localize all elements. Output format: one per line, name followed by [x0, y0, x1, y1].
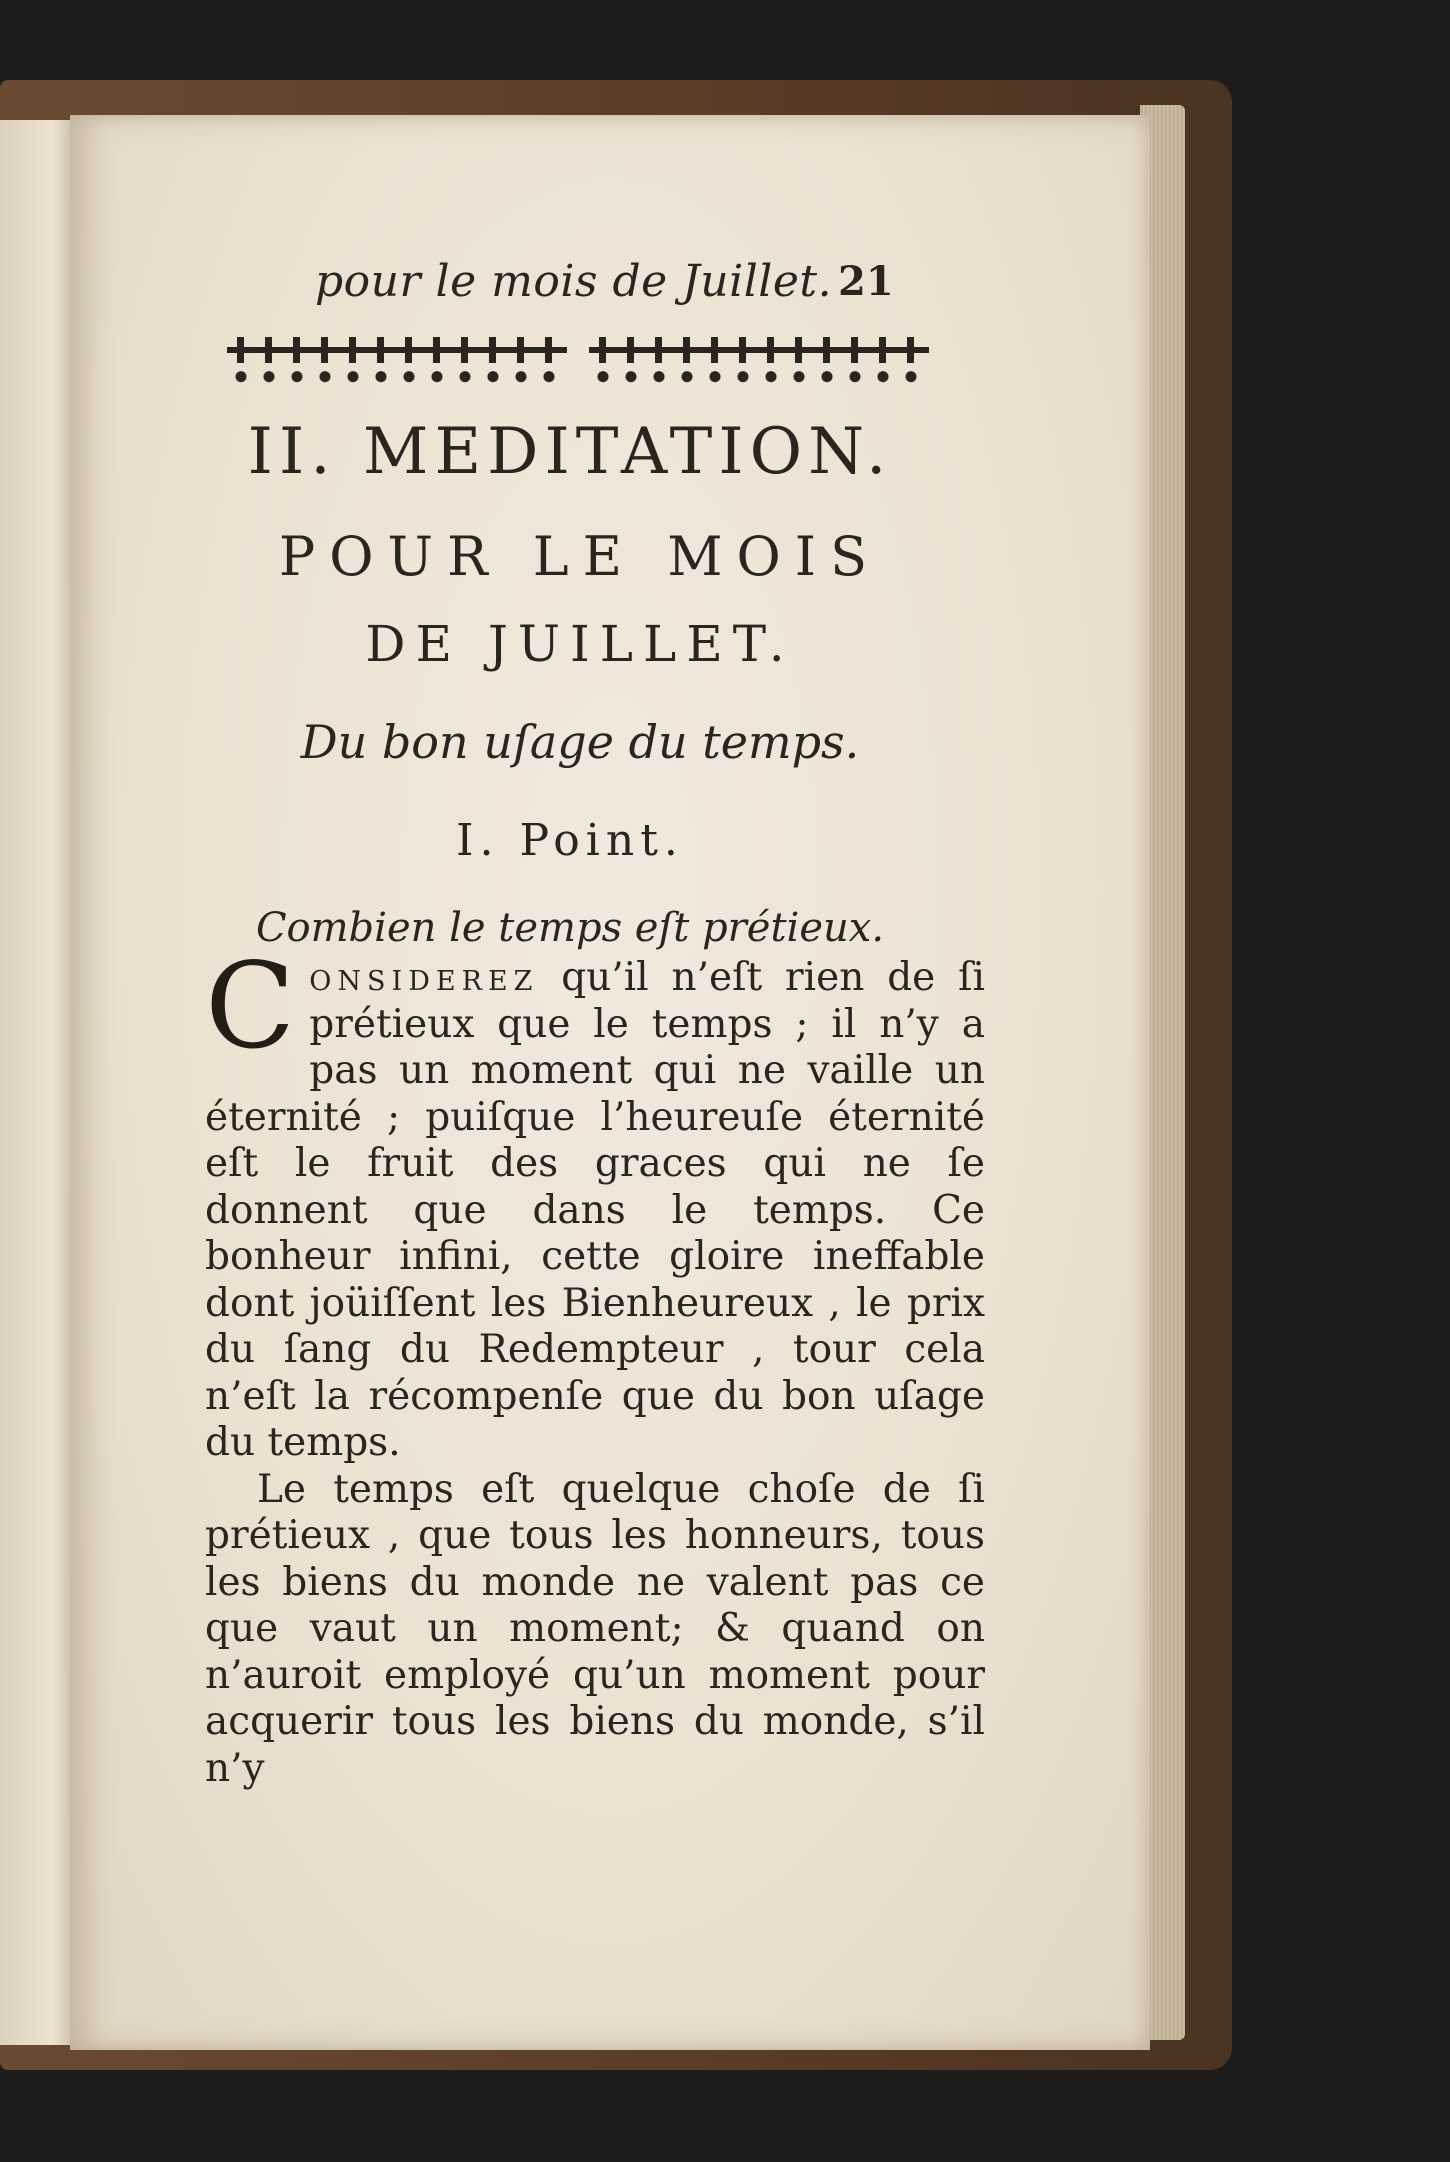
ornament-right [589, 333, 929, 389]
ornament-band [190, 333, 965, 393]
point-title: Combien le temps eſt prétieux. [255, 905, 885, 951]
opening-word: onsiderez [309, 955, 539, 1000]
drop-cap: C [205, 937, 296, 1075]
book-page [70, 115, 1150, 2050]
heading-line-2: POUR LE MOIS [278, 525, 882, 588]
paragraph-1-text: qu’il n’eſt rien de ſi prétieux que le temps ; il n’y a pas un moment qui ne vaille un éternité ; puiſque l’heureuſe éternité eſt le fruit des graces qui ne ſe donnent que dans le temps. Ce bonheur infini, cette gloire ineffable dont joüiſſent les Bienheureux , le prix du ſang du Redempteur , tour cela n’eſt la récompenſe que du bon uſage du temps. [205, 955, 985, 1465]
running-title: pour le mois de Juillet. [315, 256, 833, 307]
body-text [205, 937, 985, 1792]
ornament-left [227, 333, 567, 389]
section-subtitle: Du bon uſage du temps. [300, 715, 860, 769]
page-number: 21 [838, 258, 894, 305]
heading-line-3: DE JUILLET. [365, 615, 795, 673]
running-head [70, 250, 1150, 320]
meditation-heading: II. MEDITATION. [247, 415, 893, 489]
facing-page-edge [0, 120, 75, 2045]
paragraph-2: Le temps eſt quelque choſe de ſi prétieux , que tous les honneurs, tous les biens du monde ne valent pas ce que vaut un moment; & quand on n’auroit employé qu’un moment pour acquerir tous les biens du monde, s’il n’y [205, 1466, 985, 1791]
paragraph-1 [205, 937, 985, 1467]
point-heading: I. Point. [456, 815, 684, 866]
